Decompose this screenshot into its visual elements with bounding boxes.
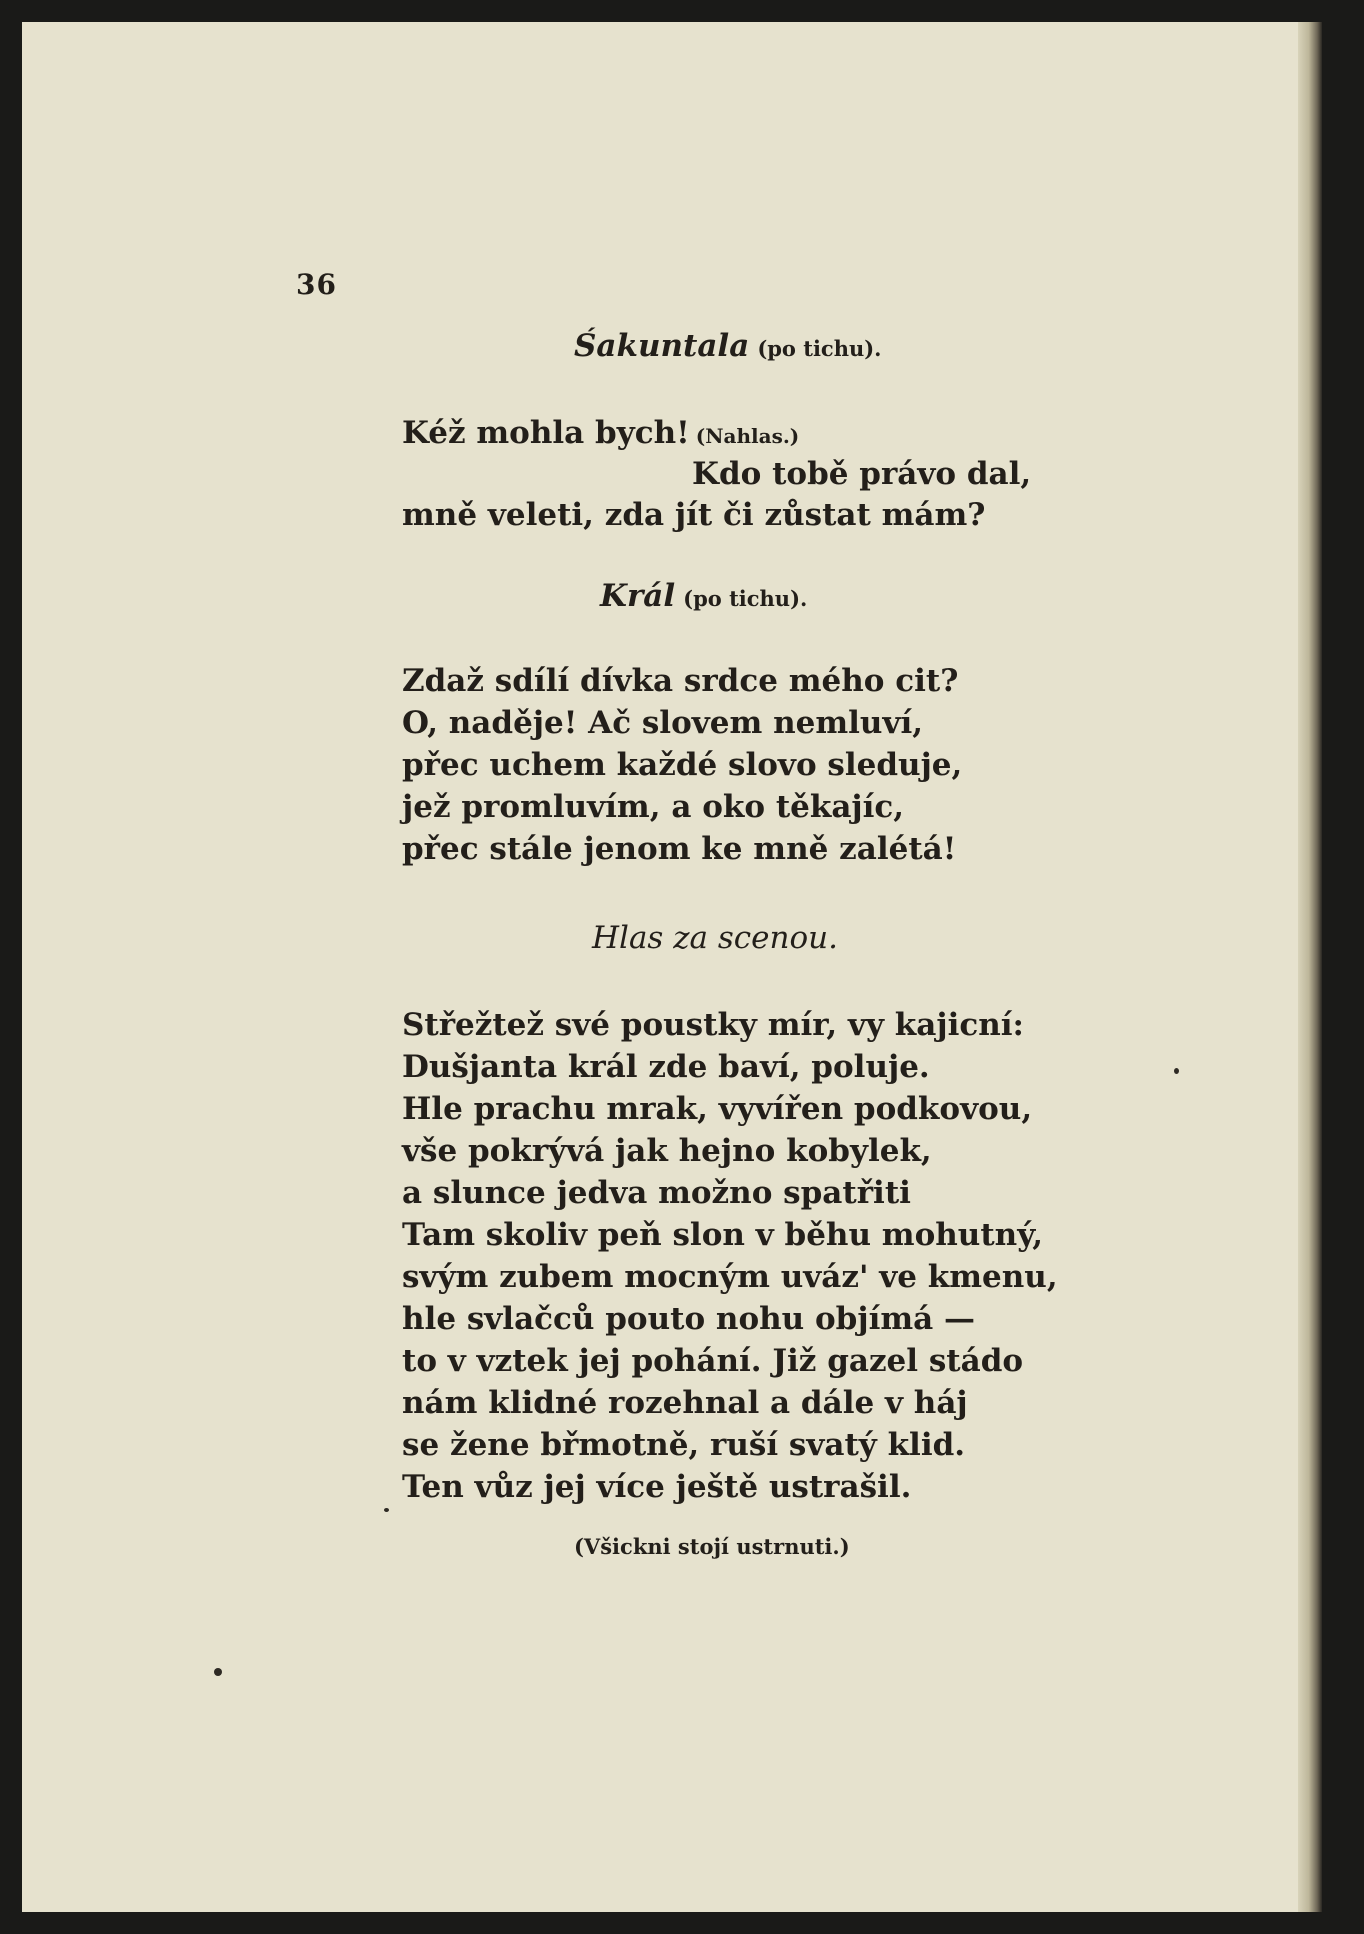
- page-number: 36: [296, 268, 337, 301]
- verse-line: nám klidné rozehnal a dále v háj: [402, 1385, 968, 1421]
- verse-line: Dušjanta král zde baví, poluje.: [402, 1049, 930, 1085]
- verse-line: Hle prachu mrak, vyvířen podkovou,: [402, 1091, 1033, 1127]
- speaker-name: Král: [600, 578, 676, 614]
- print-speck: [1174, 1068, 1179, 1074]
- verse-line: vše pokrývá jak hejno kobylek,: [402, 1133, 932, 1169]
- verse-line: Zdaž sdílí dívka srdce mého cit?: [402, 663, 959, 699]
- page-gutter: [1298, 22, 1322, 1912]
- book-page: [22, 22, 1322, 1912]
- inline-stage-note: (Nahlas.): [695, 424, 800, 448]
- verse-line: O, naděje! Ač slovem nemluví,: [402, 705, 924, 741]
- verse-line: hle svlačců pouto nohu objímá —: [402, 1301, 976, 1337]
- verse-line: Střežtež své poustky mír, vy kajicní:: [402, 1007, 1024, 1043]
- verse-line: a slunce jedva možno spatřiti: [402, 1175, 911, 1211]
- verse-line: svým zubem mocným uváz' ve kmenu,: [402, 1259, 1058, 1295]
- speaker-heading-kral: [600, 578, 807, 614]
- verse-text: Kéž mohla bych!: [402, 415, 690, 451]
- verse-line: Ten vůz jej více ještě ustrašil.: [402, 1469, 912, 1505]
- speaker-name: Śakuntala: [574, 328, 750, 364]
- verse-line: se žene břmotně, ruší svatý klid.: [402, 1427, 966, 1463]
- verse-line: Kdo tobě právo dal,: [692, 456, 1032, 492]
- verse-line: přec uchem každé slovo sleduje,: [402, 747, 963, 783]
- verse-line: [402, 415, 800, 451]
- verse-line: přec stále jenom ke mně zalétá!: [402, 831, 957, 867]
- verse-line: jež promluvím, a oko těkajíc,: [402, 789, 905, 825]
- speaker-note: (po tichu).: [757, 336, 882, 361]
- speaker-heading-voice-offstage: [592, 920, 838, 956]
- speaker-heading-sakuntala: [574, 328, 882, 364]
- verse-line: mně veleti, zda jít či zůstat mám?: [402, 497, 986, 533]
- print-speck: [214, 1668, 222, 1676]
- print-speck: [384, 1508, 389, 1512]
- verse-line: to v vztek jej pohání. Již gazel stádo: [402, 1343, 1024, 1379]
- speaker-note: (po tichu).: [683, 586, 808, 611]
- verse-line: Tam skoliv peň slon v běhu mohutný,: [402, 1217, 1044, 1253]
- speaker-name: Hlas za scenou.: [592, 920, 838, 956]
- stage-direction: (Všickni stojí ustrnuti.): [574, 1534, 850, 1559]
